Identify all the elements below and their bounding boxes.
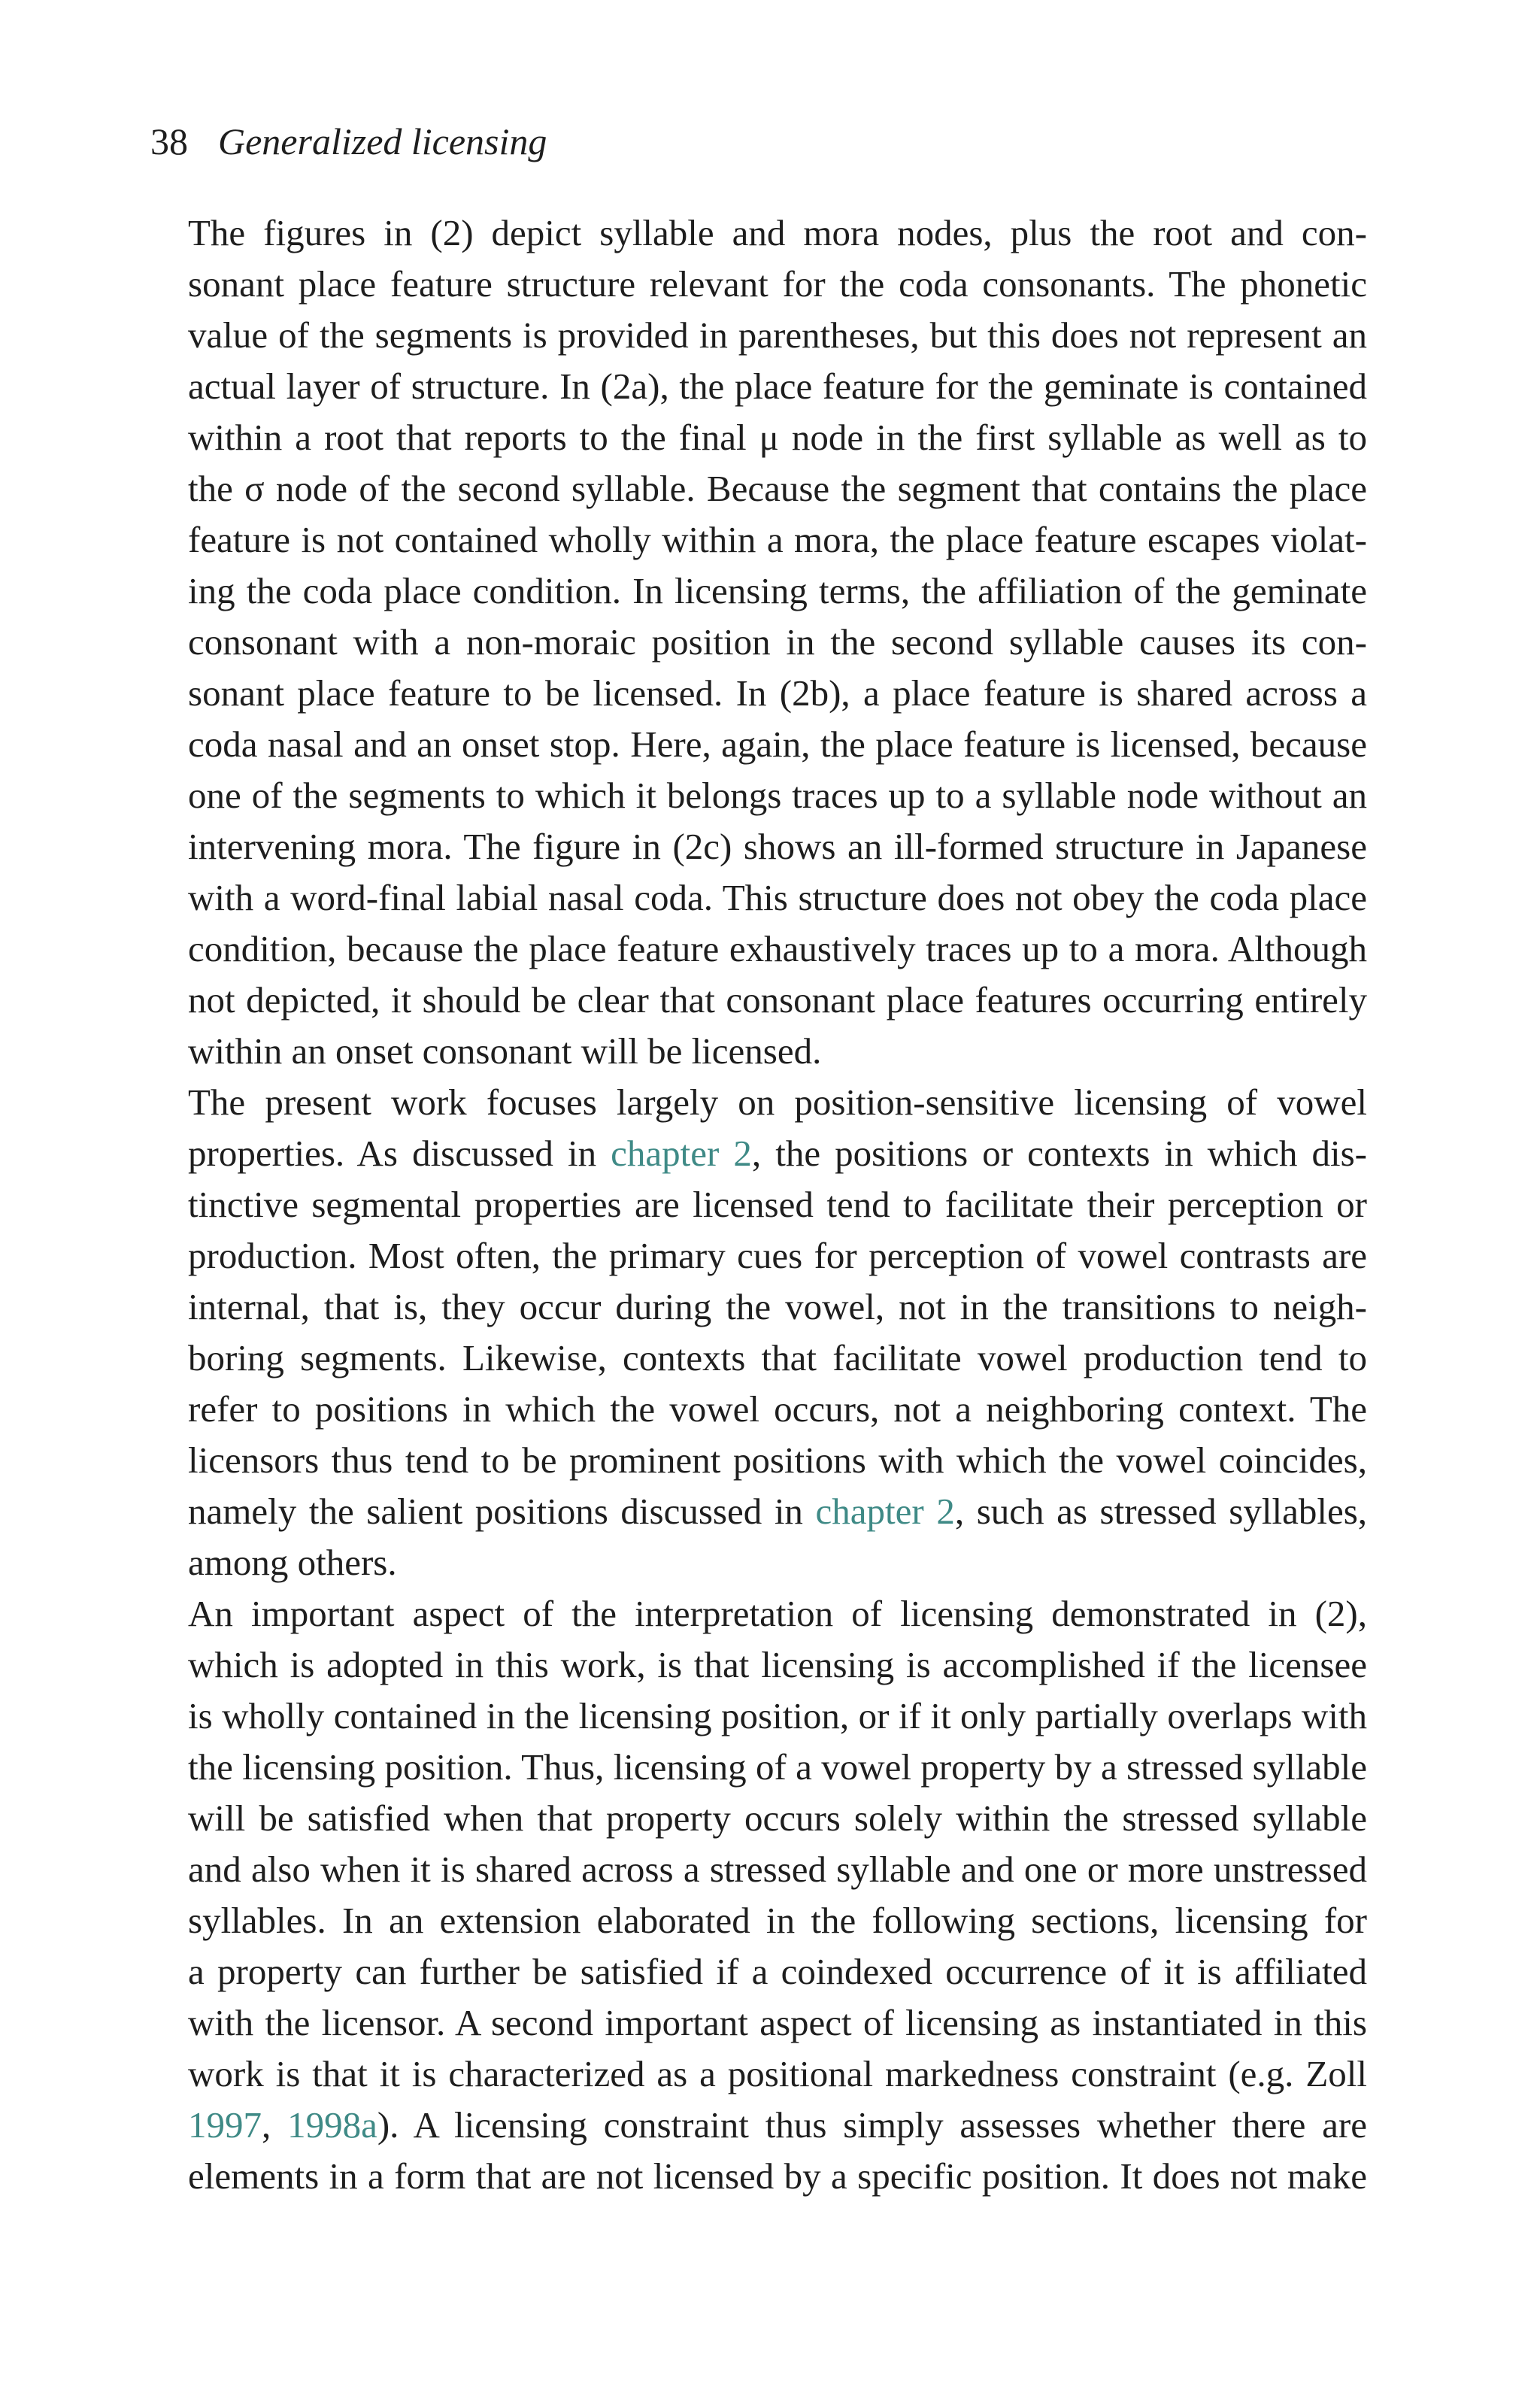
text-line: the σ node of the second syllable. Because the segment that contains the place: [188, 468, 1367, 509]
text-line: the licensing position. Thus, licensing of a vowel property by a stressed syllable: [188, 1746, 1367, 1788]
text-line: feature is not contained wholly within a mora, the place feature escapes violat-: [188, 519, 1367, 560]
paragraph-2: [150, 1077, 1367, 1588]
text-line: [150, 1128, 1367, 1179]
text-line: is wholly contained in the licensing position, or if it only partially overlaps with: [188, 1695, 1367, 1736]
text-line: within an onset consonant will be licensed.: [188, 1030, 822, 1072]
text-line: The present work focuses largely on position-sensitive licensing of vowel: [188, 1081, 1367, 1123]
text-line: [150, 1486, 1367, 1537]
running-title: Generalized licensing: [218, 120, 547, 162]
text-line: boring segments. Likewise, contexts that facilitate vowel production tend to: [188, 1337, 1367, 1378]
text-line: condition, because the place feature exhaustively traces up to a mora. Although: [188, 928, 1367, 969]
text-line: [150, 2100, 1367, 2151]
text-line: tinctive segmental properties are licensed tend to facilitate their perception or: [188, 1184, 1367, 1225]
text-run: ). A licensing constraint thus simply assesses whether there are: [377, 2104, 1368, 2146]
text-line: syllables. In an extension elaborated in the following sections, licensing for: [188, 1900, 1367, 1941]
text-line: one of the segments to which it belongs traces up to a syllable node without an: [188, 775, 1367, 816]
text-run: , the positions or contexts in which dis-: [751, 1133, 1367, 1174]
text-run: properties. As discussed in: [188, 1133, 611, 1174]
text-line: which is adopted in this work, is that licensing is accomplished if the licensee: [188, 1644, 1367, 1685]
chapter-2-link[interactable]: chapter 2: [815, 1491, 955, 1532]
text-line: elements in a form that are not licensed by a specific position. It does not make: [188, 2155, 1367, 2197]
text-line: production. Most often, the primary cues for perception of vowel contrasts are: [188, 1235, 1367, 1276]
paragraph-3: [150, 1588, 1367, 2202]
text-line: ing the coda place condition. In licensing terms, the affiliation of the geminate: [188, 570, 1367, 611]
text-line: sonant place feature to be licensed. In (2b), a place feature is shared across a: [188, 672, 1367, 714]
text-line: actual layer of structure. In (2a), the place feature for the geminate is contained: [188, 365, 1367, 407]
text-line: The figures in (2) depict syllable and mora nodes, plus the root and con-: [188, 212, 1367, 253]
text-line: refer to positions in which the vowel occurs, not a neighboring context. The: [188, 1388, 1367, 1430]
text-line: with a word-final labial nasal coda. This structure does not obey the coda place: [188, 877, 1367, 918]
text-line: sonant place feature structure relevant for the coda consonants. The phonetic: [188, 263, 1367, 305]
citation-1998a-link[interactable]: 1998a: [287, 2104, 377, 2146]
text-line: among others.: [188, 1542, 397, 1583]
text-line: and also when it is shared across a stressed syllable and one or more unstressed: [188, 1849, 1367, 1890]
citation-1997-link[interactable]: 1997: [188, 2104, 262, 2146]
text-line: value of the segments is provided in parentheses, but this does not represent an: [188, 314, 1367, 356]
text-line: within a root that reports to the final μ node in the first syllable as well as to: [188, 417, 1367, 458]
text-line: not depicted, it should be clear that consonant place features occurring entirely: [188, 979, 1367, 1021]
chapter-2-link[interactable]: chapter 2: [611, 1133, 752, 1174]
text-line: with the licensor. A second important aspect of licensing as instantiated in this: [188, 2002, 1367, 2043]
text-line: a property can further be satisfied if a coindexed occurrence of it is affiliated: [188, 1951, 1367, 1992]
body-text: [150, 208, 1367, 2202]
paragraph-1: [150, 208, 1367, 1077]
text-line: work is that it is characterized as a positional markedness constraint (e.g. Zoll: [188, 2053, 1367, 2094]
text-line: An important aspect of the interpretation of licensing demonstrated in (2),: [188, 1593, 1367, 1634]
text-line: coda nasal and an onset stop. Here, again, the place feature is licensed, because: [188, 723, 1367, 765]
text-line: consonant with a non-moraic position in the second syllable causes its con-: [188, 621, 1367, 663]
text-line: will be satisfied when that property occurs solely within the stressed syllable: [188, 1797, 1367, 1839]
text-run: ,: [262, 2104, 288, 2146]
text-line: internal, that is, they occur during the vowel, not in the transitions to neigh-: [188, 1286, 1367, 1327]
text-line: licensors thus tend to be prominent positions with which the vowel coincides,: [188, 1439, 1367, 1481]
running-head: [150, 111, 547, 171]
text-line: intervening mora. The figure in (2c) shows an ill-formed structure in Japanese: [188, 826, 1367, 867]
text-run: , such as stressed syllables,: [954, 1491, 1368, 1532]
text-run: namely the salient positions discussed in: [188, 1491, 816, 1532]
page-number: 38: [150, 120, 188, 162]
